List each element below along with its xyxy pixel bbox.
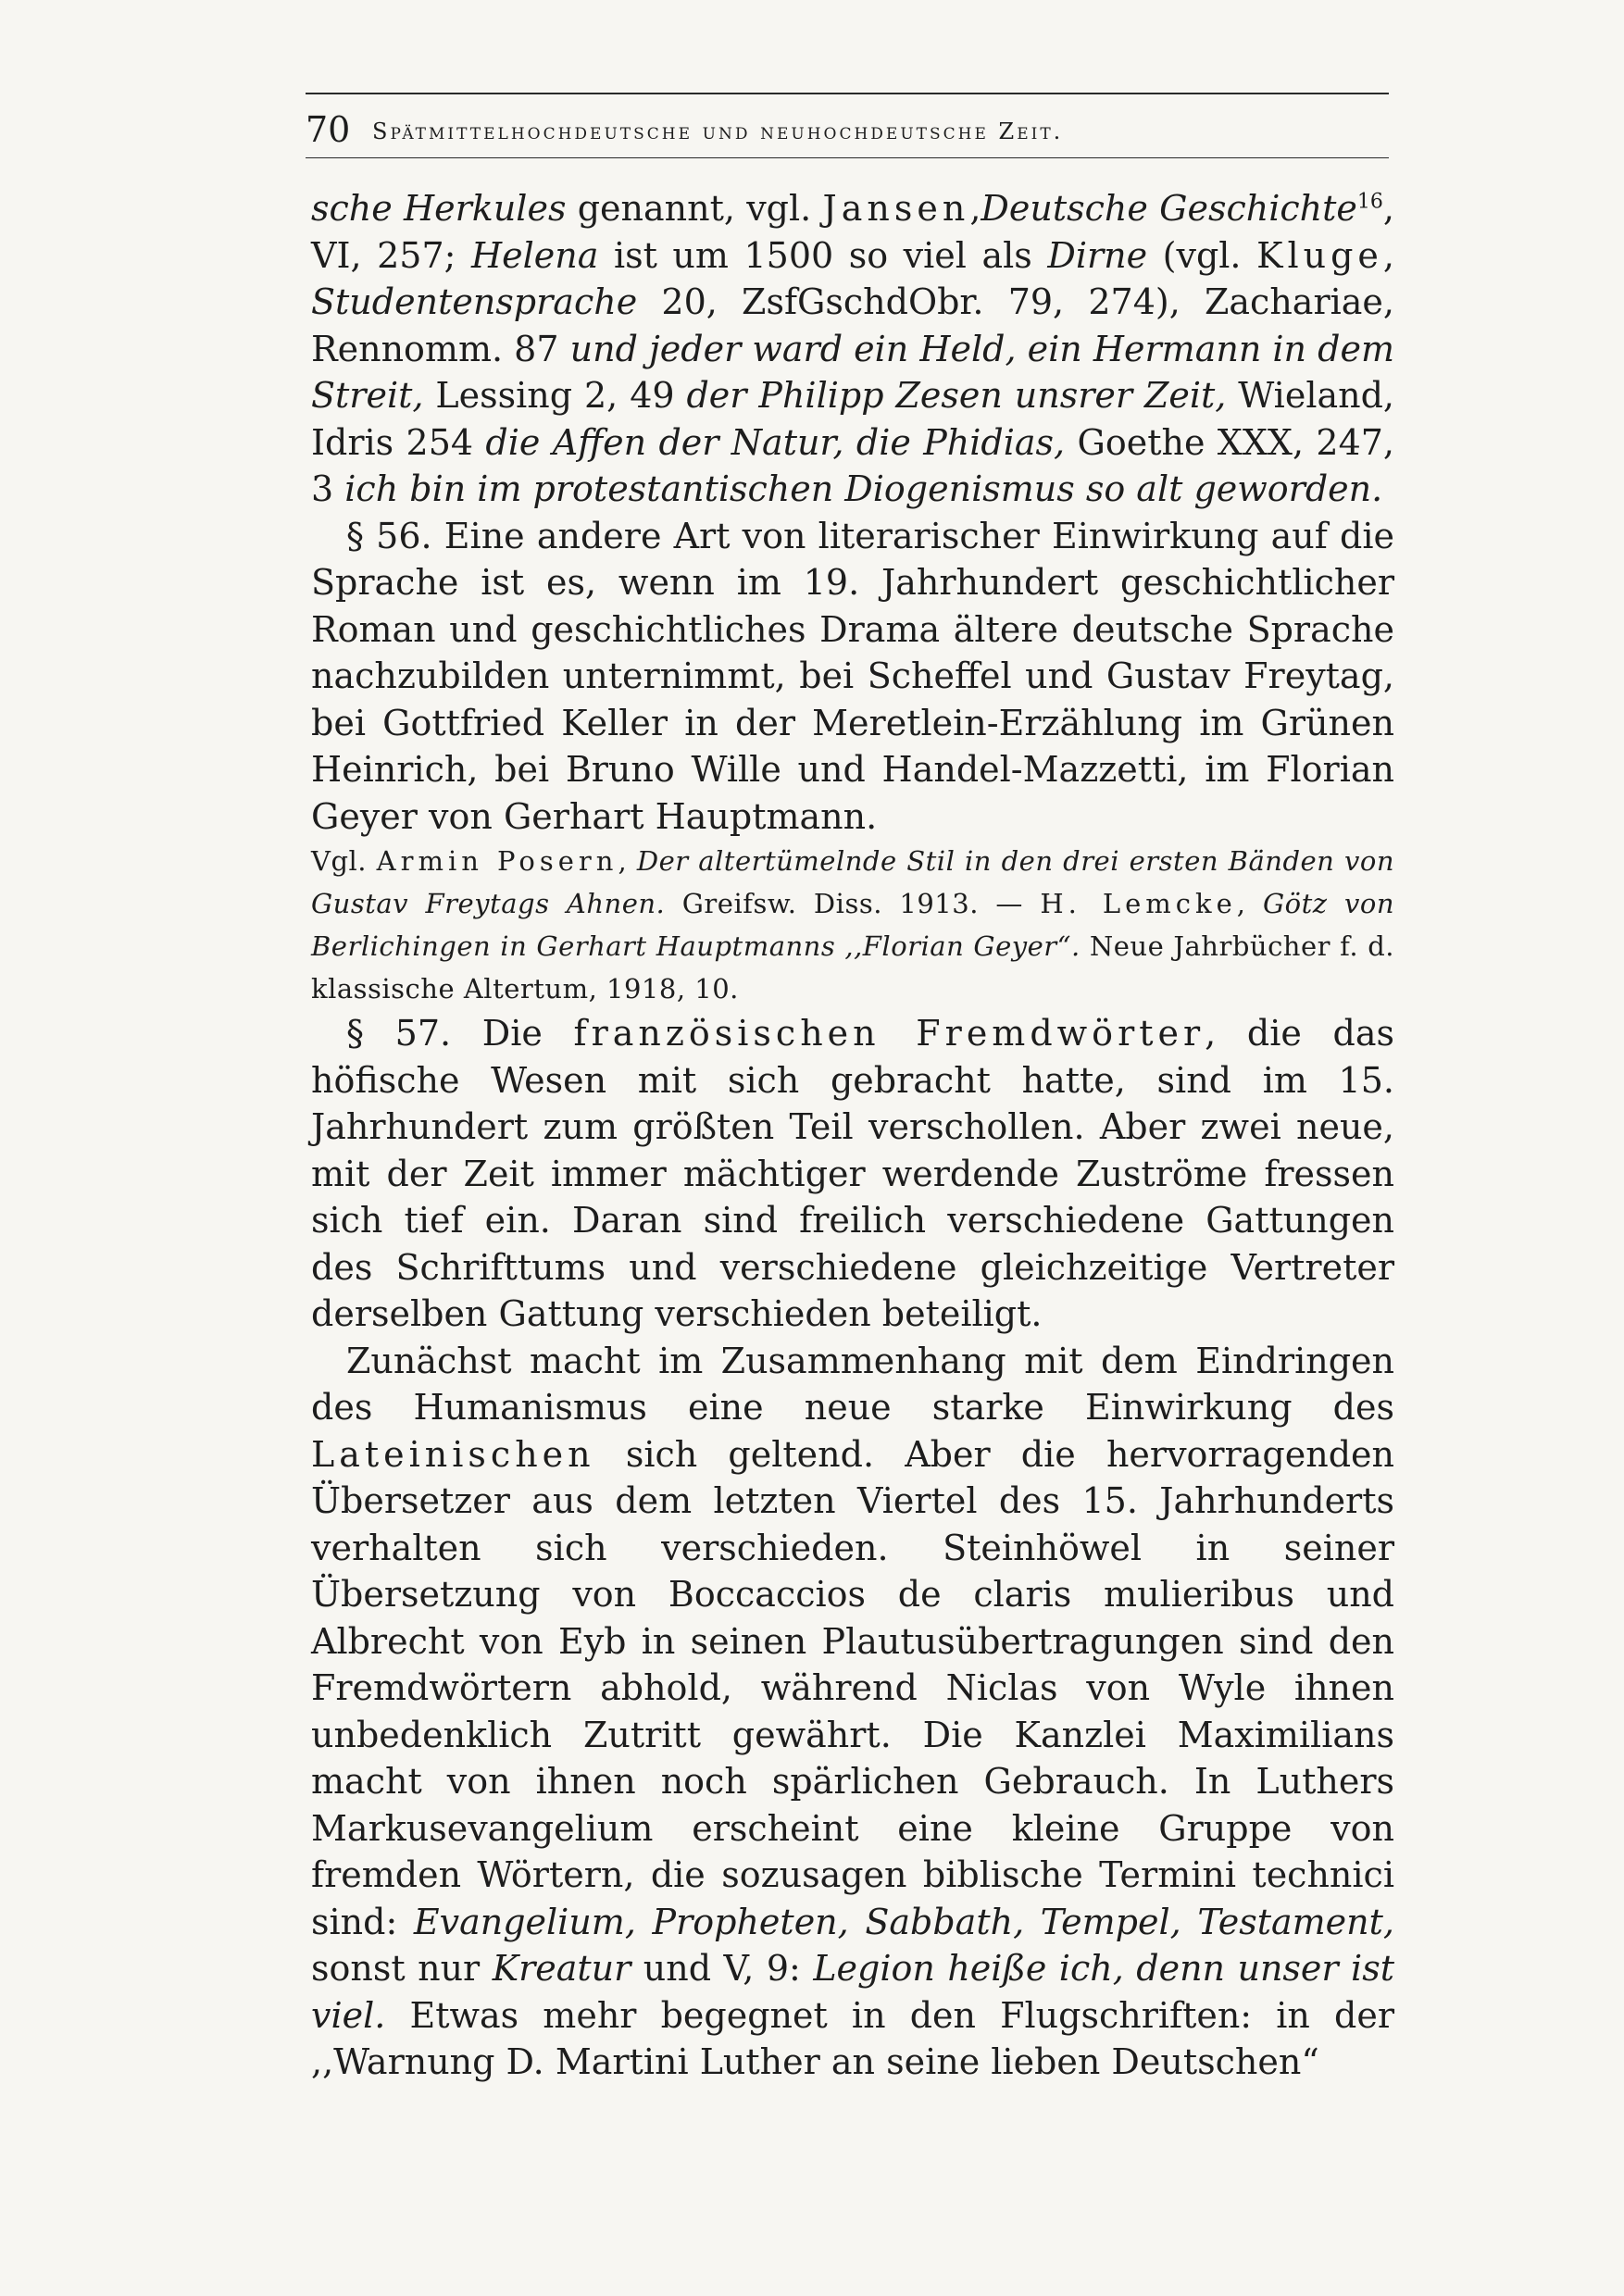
text-span: sonst nur (311, 1948, 493, 1989)
footnote-56 (311, 840, 1394, 1010)
italic-span: Dirne (1047, 234, 1148, 276)
italic-span: Evangelium, Propheten, Sabbath, Tempel, Testament, (413, 1901, 1394, 1942)
page-number: 70 (306, 109, 351, 150)
paragraph-continuation (311, 185, 1394, 513)
spaced-term: Lateinischen (311, 1433, 595, 1475)
header-top-rule (306, 93, 1389, 94)
paragraph-56: § 56. Eine andere Art von literarischer Einwirkung auf die Sprache ist es, wenn im 19. Jahrhundert geschichtlicher Roman und geschichtliches Drama ältere deutsche Sprache nachzubilden unternimmt, bei Scheffel und Gustav Freytag, bei Gottfried Keller in der Meretlein-Erzählung im Grünen Heinrich, bei Bruno Wille und Handel-Mazzetti, im Florian Geyer von Gerhart Hauptmann. (311, 515, 1394, 837)
italic-span: sche Herkules (311, 188, 567, 229)
italic-span: Deutsche Geschichte (981, 188, 1357, 229)
superscript: 16 (1356, 190, 1383, 214)
italic-span: Legion heiße ich, denn unser ist viel. (311, 1948, 1394, 2036)
italic-span: die Affen der Natur, die Phidias, (485, 421, 1066, 463)
text-span: Lessing 2, 49 (423, 375, 687, 416)
text-span: , (1236, 888, 1263, 919)
text-span: , (969, 188, 981, 229)
italic-span: Studentensprache (311, 281, 638, 322)
text-span: , VI, 257; (311, 188, 1394, 276)
text-span: Vgl. (311, 845, 377, 877)
text-span: , (1382, 234, 1395, 276)
text-span: § 57. Die (346, 1013, 574, 1054)
italic-span: und jeder ward ein Held, ein Hermann in dem Streit, (311, 328, 1394, 416)
spaced-name: Armin Posern (376, 845, 618, 877)
paragraph-57 (311, 1010, 1394, 1338)
page-header (306, 109, 1389, 150)
text-span: Etwas mehr begegnet in den Flugschriften: in der ,,Warnung D. Martini Luther an seine lieben Deutschen“ (311, 1994, 1394, 2082)
text-span: Goethe XXX, 247, 3 (311, 421, 1395, 509)
italic-span: ich bin im protestantischen Diogenismus so alt geworden. (344, 468, 1383, 509)
text-span: Neue Jahrbücher f. d. klassische Altertum, 1918, 10. (311, 930, 1395, 1004)
text-span: , (618, 845, 637, 877)
text-span: Zunächst macht im Zusammenhang mit dem Eindringen des Humanismus eine neue starke Einwirkung des (311, 1340, 1394, 1428)
spaced-name: Jansen (822, 188, 970, 229)
text-span: ist um 1500 so viel als (598, 234, 1048, 276)
spaced-term: französischen Fremdwörter (573, 1013, 1206, 1054)
running-head: Spätmittelhochdeutsche und neuhochdeutsche Zeit. (372, 119, 1064, 144)
text-span: (vgl. (1147, 234, 1257, 276)
italic-span: der Philipp Zesen unsrer Zeit, (686, 375, 1227, 416)
text-span: 20, ZsfGschdObr. 79, 274), Zachariae, Rennomm. 87 (311, 281, 1394, 369)
text-span: Greifsw. Diss. 1913. — (665, 888, 1041, 919)
italic-span: Götz von Berlichingen in Gerhart Hauptmanns ,,Florian Geyer“. (311, 888, 1395, 962)
italic-span: Helena (470, 234, 599, 276)
text-span: und V, 9: (631, 1948, 814, 1989)
text-span: Wieland, Idris 254 (311, 375, 1395, 463)
spaced-name: Kluge (1256, 234, 1383, 276)
italic-span: Der altertümelnde Stil in den drei ersten Bänden von Gustav Freytags Ahnen. (311, 845, 1395, 919)
text-span: , die das höfische Wesen mit sich gebracht hatte, sind im 15. Jahrhundert zum größten Teil verschollen. Aber zwei neue, mit der Zeit immer mächtiger werdende Zuströme fressen sich tief ein. Daran sind freilich verschiedene Gattungen des Schrifttums und verschiedene gleichzeitige Vertreter derselben Gattung verschieden beteiligt. (311, 1013, 1394, 1334)
spaced-name: H. Lemcke (1040, 888, 1237, 919)
header-bottom-rule (306, 157, 1389, 158)
italic-span: Kreatur (492, 1948, 631, 1989)
text-span: sich geltend. Aber die hervorragenden Übersetzer aus dem letzten Viertel des 15. Jahrhunderts verhalten sich verschieden. Steinhöwel in seiner Übersetzung von Boccaccios de claris mulieribus und Albrecht von Eyb in seinen Plautusübertragungen sind den Fremdwörtern abhold, während Niclas von Wyle ihnen unbedenklich Zutritt gewährt. Die Kanzlei Maximilians macht von ihnen noch spärlichen Gebrauch. In Luthers Markusevangelium erscheint eine kleine Gruppe von fremden Wörtern, die sozusagen biblische Termini technici sind: (311, 1433, 1394, 1942)
text-span: genannt, vgl. (566, 188, 823, 229)
paragraph-humanism (311, 1338, 1394, 2086)
body-text (311, 185, 1394, 2086)
